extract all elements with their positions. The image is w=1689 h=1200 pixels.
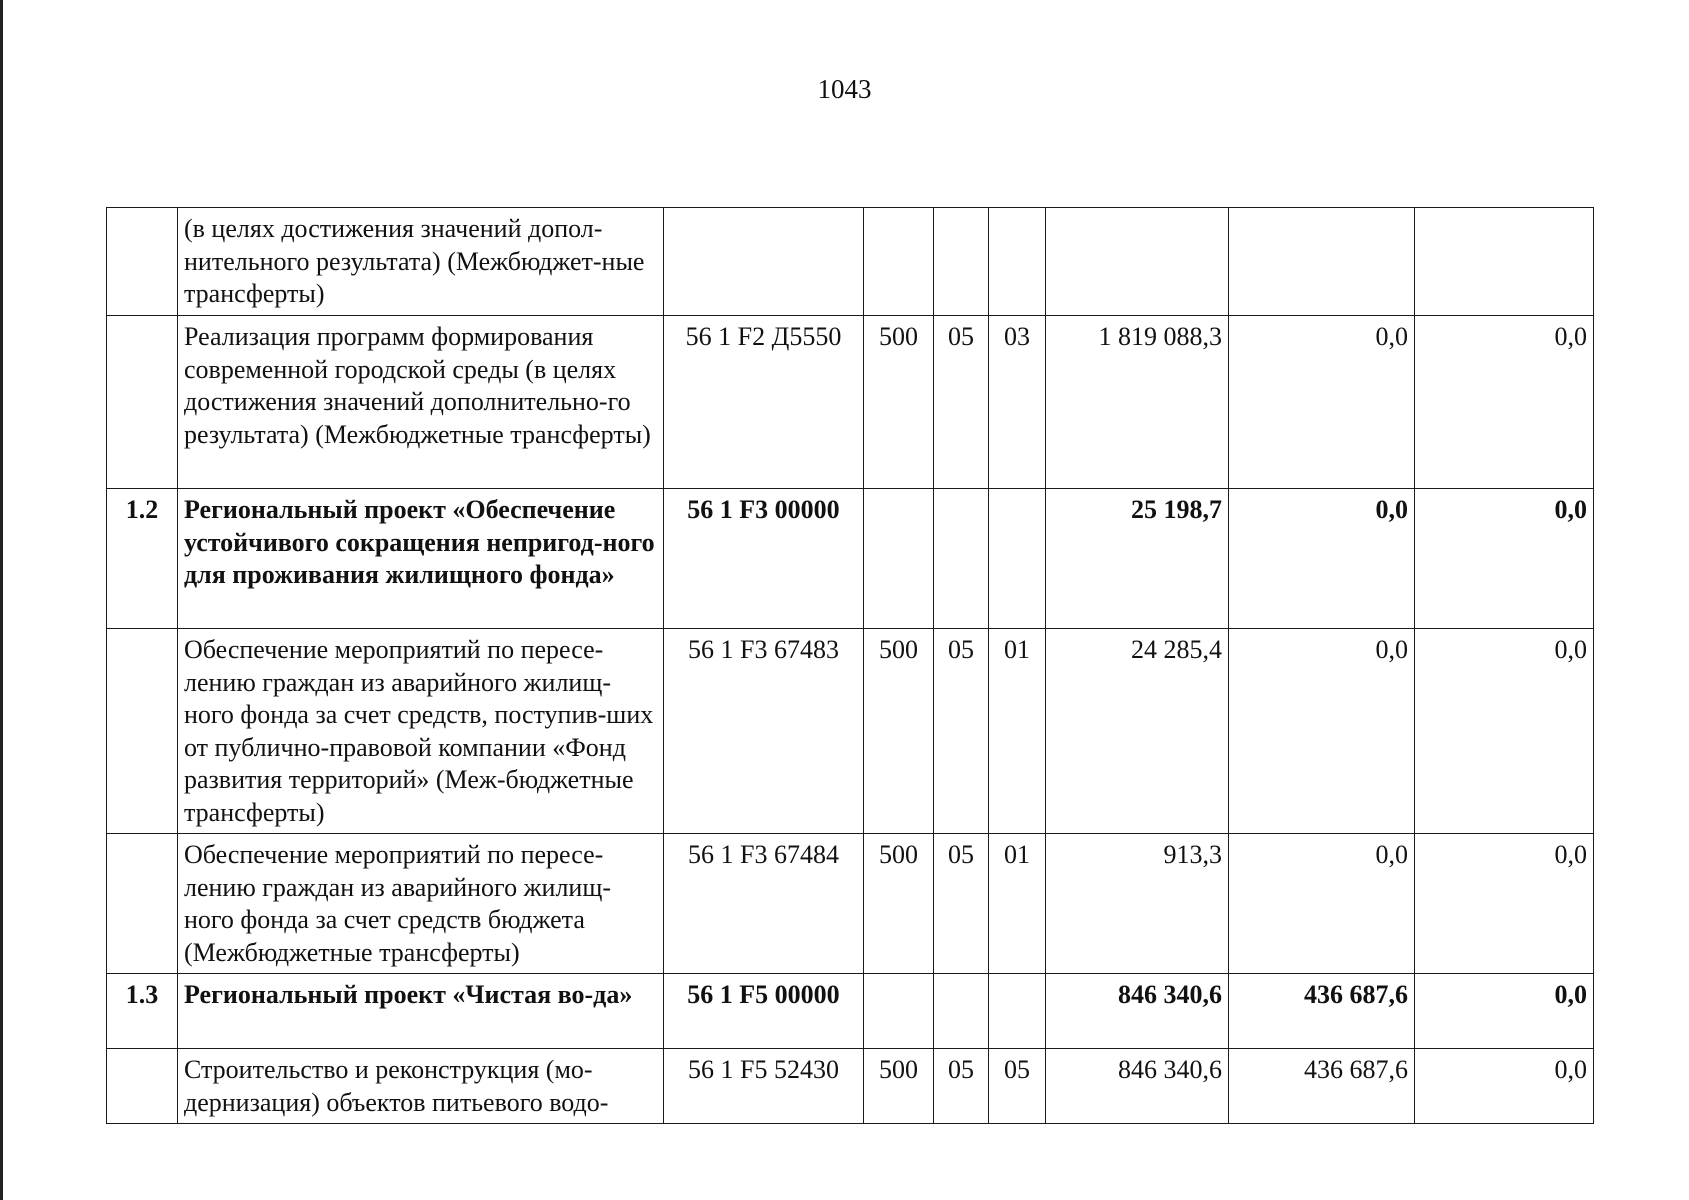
row-value-3: 0,0 — [1415, 974, 1594, 1049]
row-code: 56 1 F5 52430 — [664, 1049, 864, 1124]
page-number: 1043 — [817, 74, 872, 104]
row-subsection: 01 — [989, 834, 1046, 974]
row-section — [934, 489, 989, 629]
row-value-2: 0,0 — [1229, 316, 1415, 489]
row-code: 56 1 F3 67483 — [664, 629, 864, 834]
row-code: 56 1 F2 Д5550 — [664, 316, 864, 489]
row-type — [864, 208, 934, 316]
table-row — [107, 208, 1594, 316]
row-value-1: 24 285,4 — [1046, 629, 1229, 834]
table-row — [107, 316, 1594, 489]
row-section — [934, 208, 989, 316]
row-value-1: 25 198,7 — [1046, 489, 1229, 629]
row-number — [107, 316, 178, 489]
row-name: (в целях достижения значений допол-нительного результата) (Межбюджет-ные трансферты) — [178, 208, 664, 316]
row-name: Региональный проект «Чистая во-да» — [178, 974, 664, 1049]
row-type — [864, 974, 934, 1049]
row-type: 500 — [864, 629, 934, 834]
row-name: Обеспечение мероприятий по пересе-лению граждан из аварийного жилищ-ного фонда за счет средств бюджета (Межбюджетные трансферты) — [178, 834, 664, 974]
row-section: 05 — [934, 834, 989, 974]
row-code: 56 1 F5 00000 — [664, 974, 864, 1049]
row-value-2: 0,0 — [1229, 834, 1415, 974]
row-code: 56 1 F3 00000 — [664, 489, 864, 629]
row-name: Обеспечение мероприятий по пересе-лению граждан из аварийного жилищ-ного фонда за счет средств, поступив-ших от публично-правовой компании «Фонд развития территорий» (Меж-бюджетные трансферты) — [178, 629, 664, 834]
row-value-3: 0,0 — [1415, 1049, 1594, 1124]
row-subsection — [989, 489, 1046, 629]
row-value-2 — [1229, 208, 1415, 316]
row-code — [664, 208, 864, 316]
row-number — [107, 629, 178, 834]
row-value-2: 0,0 — [1229, 629, 1415, 834]
row-value-3: 0,0 — [1415, 834, 1594, 974]
row-type: 500 — [864, 316, 934, 489]
row-value-3: 0,0 — [1415, 316, 1594, 489]
table-row-section — [107, 974, 1594, 1049]
row-subsection: 05 — [989, 1049, 1046, 1124]
row-value-2: 436 687,6 — [1229, 974, 1415, 1049]
row-value-1: 913,3 — [1046, 834, 1229, 974]
row-number — [107, 834, 178, 974]
row-value-2: 436 687,6 — [1229, 1049, 1415, 1124]
row-section: 05 — [934, 1049, 989, 1124]
row-value-3: 0,0 — [1415, 629, 1594, 834]
budget-table — [106, 207, 1594, 1124]
row-value-1: 846 340,6 — [1046, 1049, 1229, 1124]
row-number — [107, 1049, 178, 1124]
row-value-1 — [1046, 208, 1229, 316]
row-section: 05 — [934, 629, 989, 834]
table-row — [107, 1049, 1594, 1124]
row-subsection: 03 — [989, 316, 1046, 489]
row-type — [864, 489, 934, 629]
row-subsection — [989, 974, 1046, 1049]
table-row-section — [107, 489, 1594, 629]
row-number — [107, 208, 178, 316]
row-type: 500 — [864, 1049, 934, 1124]
row-number: 1.2 — [107, 489, 178, 629]
row-section — [934, 974, 989, 1049]
row-number: 1.3 — [107, 974, 178, 1049]
row-value-1: 846 340,6 — [1046, 974, 1229, 1049]
row-value-2: 0,0 — [1229, 489, 1415, 629]
page-left-edge — [0, 0, 3, 1200]
row-value-1: 1 819 088,3 — [1046, 316, 1229, 489]
row-code: 56 1 F3 67484 — [664, 834, 864, 974]
row-section: 05 — [934, 316, 989, 489]
row-name: Строительство и реконструкция (мо-дернизация) объектов питьевого водо- — [178, 1049, 664, 1124]
table-row — [107, 629, 1594, 834]
row-subsection: 01 — [989, 629, 1046, 834]
row-type: 500 — [864, 834, 934, 974]
table-row — [107, 834, 1594, 974]
row-value-3: 0,0 — [1415, 489, 1594, 629]
row-name: Региональный проект «Обеспечение устойчивого сокращения непригод-ного для проживания жилищного фонда» — [178, 489, 664, 629]
row-name: Реализация программ формирования современной городской среды (в целях достижения значений дополнительно-го результата) (Межбюджетные трансферты) — [178, 316, 664, 489]
row-subsection — [989, 208, 1046, 316]
row-value-3 — [1415, 208, 1594, 316]
